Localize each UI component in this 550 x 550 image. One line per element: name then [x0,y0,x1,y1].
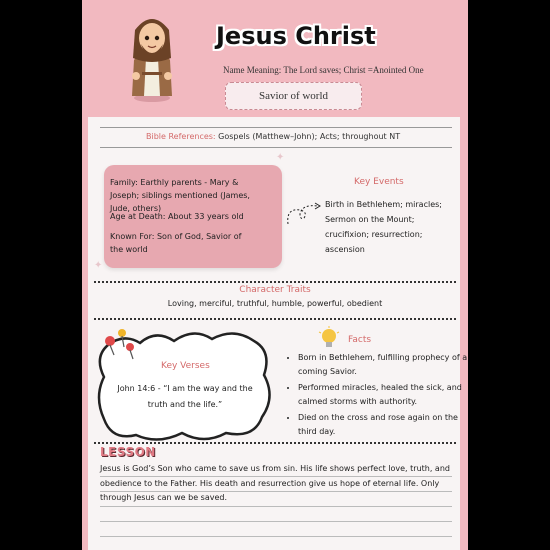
known-for-info: Known For: Son of God, Savior of the world [110,232,242,254]
page-title: Jesus Christ [216,22,376,50]
dotted-divider [94,442,456,444]
jesus-cartoon-icon [126,12,178,104]
dotted-divider [94,318,456,320]
family-info: Family: Earthly parents - Mary & Joseph; siblings mentioned (James, Jude, others) [110,178,250,213]
sparkle-icon: ✦ [94,260,103,271]
worksheet-page [82,0,468,550]
list-item: • Performed miracles, healed the sick, and calmed storms with authority. [298,381,468,409]
age-info: Age at Death: About 33 years old [110,212,244,221]
facts-list [284,351,468,441]
facts-title: Facts [348,335,372,345]
list-item: • Died on the cross and rose again on the third day. [298,411,468,439]
key-events-title: Key Events [354,177,404,187]
pushpins-icon [100,325,140,365]
list-item: • Born in Bethlehem, fulfilling prophecy of a coming Savior. [298,351,468,379]
bible-references-label: Bible References: [146,132,216,141]
bible-references-value: Gospels (Matthew–John); Acts; throughout NT [218,132,401,141]
dotted-divider [94,281,456,283]
key-verses-text: John 14:6 - “I am the way and the truth and the life.” [117,384,253,409]
divider-line [100,147,452,148]
name-meaning: Name Meaning: The Lord saves; Christ =Anointed One [223,65,424,75]
key-events-text: Birth in Bethlehem; miracles; Sermon on the Mount; crucifixion; resurrection; ascension [325,200,442,254]
ruled-line [100,521,452,522]
lesson-title: LESSON [100,445,156,459]
savior-label: Savior of world [258,90,329,102]
character-traits-text: Loving, merciful, truthful, humble, powerful, obedient [167,299,383,308]
ruled-line [100,506,452,507]
key-verses-title: Key Verses [161,361,210,371]
lightbulb-icon [318,326,340,352]
divider-line [100,127,452,128]
curly-arrow-icon [284,198,324,228]
sparkle-icon: ✦ [276,152,285,163]
savior-badge [225,82,362,110]
lesson-text: Jesus is God’s Son who came to save us from sin. His life shows perfect love, truth, and obedience to the Father. His death and resurrection give us hope of eternal life. Only through Jesus can we be saved. [100,464,450,502]
bible-references [146,132,400,141]
character-traits-title: Character Traits [239,285,311,295]
ruled-line [100,536,452,537]
